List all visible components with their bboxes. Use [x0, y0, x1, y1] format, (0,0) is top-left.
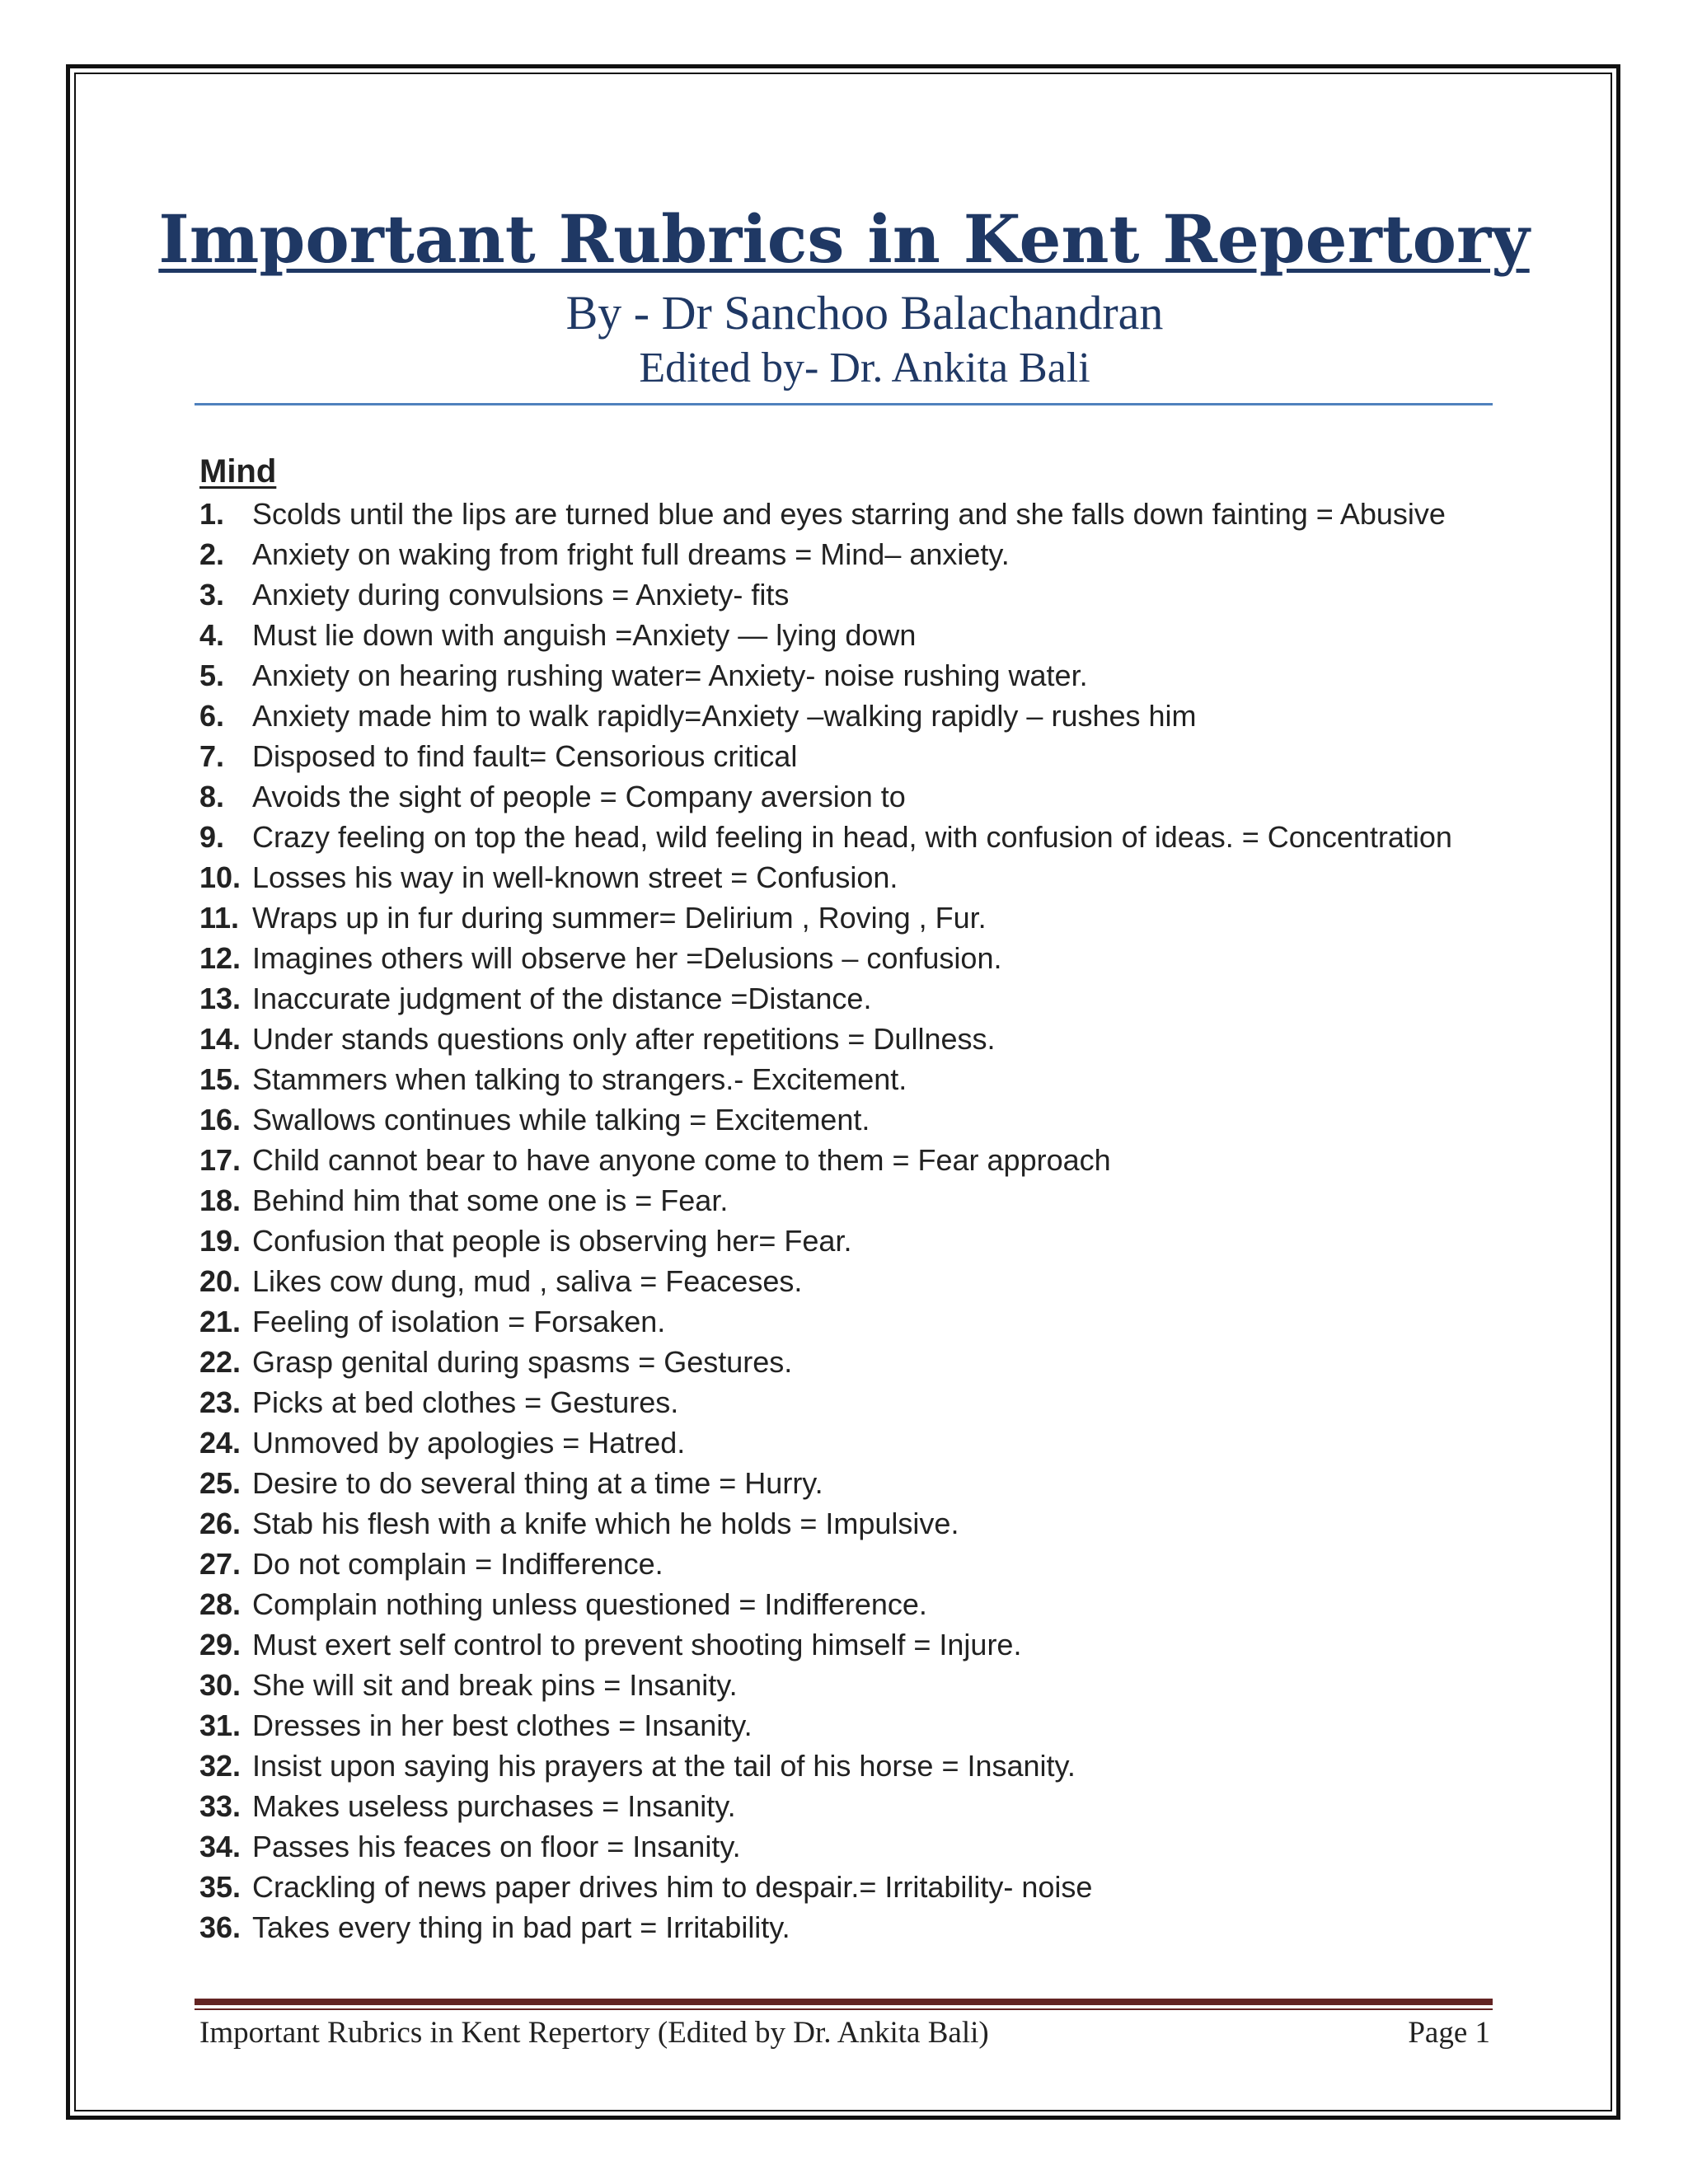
rubric-number: 10. [199, 860, 241, 894]
rubric-item [199, 1382, 1452, 1422]
rubric-item [199, 776, 1452, 817]
rubric-item [199, 1907, 1452, 1947]
rubric-item [199, 1503, 1452, 1544]
rubric-number: 14. [199, 1022, 241, 1056]
rubric-item [199, 1261, 1452, 1301]
rubric-text: Likes cow dung, mud , saliva = Feaceses. [252, 1264, 803, 1298]
rubric-text: Passes his feaces on floor = Insanity. [252, 1830, 741, 1863]
footer-title: Important Rubrics in Kent Repertory (Edited by Dr. Ankita Bali) [199, 2016, 989, 2050]
rubric-number: 30. [199, 1668, 241, 1702]
rubric-item [199, 1584, 1452, 1624]
rubric-item [199, 1665, 1452, 1705]
rubric-text: Under stands questions only after repetitions = Dullness. [252, 1022, 996, 1056]
rubric-number: 19. [199, 1224, 241, 1258]
rubric-item [199, 1786, 1452, 1826]
rubric-number: 15. [199, 1062, 241, 1096]
rubric-number: 9. [199, 820, 225, 854]
rubric-item [199, 1019, 1452, 1059]
rubric-text: Behind him that some one is = Fear. [252, 1183, 729, 1217]
rubric-text: Disposed to find fault= Censorious critical [252, 739, 798, 773]
rubric-number: 36. [199, 1910, 241, 1944]
rubric-number: 13. [199, 982, 241, 1015]
rubric-number: 1. [199, 497, 225, 531]
rubric-number: 8. [199, 780, 225, 813]
rubric-list [199, 494, 1452, 1947]
rubric-item [199, 1746, 1452, 1786]
rubric-text: Anxiety during convulsions = Anxiety- fits [252, 578, 790, 612]
rubric-item [199, 1059, 1452, 1099]
rubric-item [199, 1705, 1452, 1746]
rubric-text: Dresses in her best clothes = Insanity. [252, 1708, 753, 1742]
author-line: By - Dr Sanchoo Balachandran [565, 286, 1164, 340]
rubric-number: 16. [199, 1103, 241, 1137]
rubric-text: Unmoved by apologies = Hatred. [252, 1426, 686, 1460]
rubric-item [199, 615, 1452, 655]
rubric-item [199, 978, 1452, 1019]
rubric-item [199, 736, 1452, 776]
rubric-number: 21. [199, 1305, 241, 1338]
rubric-text: Insist upon saying his prayers at the tail of his horse = Insanity. [252, 1749, 1076, 1783]
rubric-item [199, 1463, 1452, 1503]
rubric-item [199, 1099, 1452, 1140]
header-divider [195, 403, 1493, 405]
rubric-item [199, 1544, 1452, 1584]
rubric-number: 2. [199, 537, 225, 571]
rubric-number: 26. [199, 1507, 241, 1540]
rubric-number: 4. [199, 618, 225, 652]
rubric-number: 23. [199, 1385, 241, 1419]
rubric-item [199, 1422, 1452, 1463]
document-title [0, 198, 1688, 280]
rubric-number: 32. [199, 1749, 241, 1783]
rubric-item [199, 898, 1452, 938]
rubric-text: Grasp genital during spasms = Gestures. [252, 1345, 793, 1379]
rubric-item [199, 1301, 1452, 1342]
rubric-text: Crazy feeling on top the head, wild feeling in head, with confusion of ideas. = Concentration [252, 820, 1452, 854]
rubric-text: Imagines others will observe her =Delusions – confusion. [252, 941, 1002, 975]
rubric-text: Must exert self control to prevent shooting himself = Injure. [252, 1628, 1022, 1661]
rubric-item [199, 1826, 1452, 1867]
rubric-item [199, 696, 1452, 736]
rubric-number: 6. [199, 699, 225, 733]
rubric-text: Makes useless purchases = Insanity. [252, 1789, 736, 1823]
rubric-text: Do not complain = Indifference. [252, 1547, 663, 1581]
rubric-text: Stab his flesh with a knife which he holds = Impulsive. [252, 1507, 959, 1540]
rubric-number: 17. [199, 1143, 241, 1177]
document-title-text: Important Rubrics in Kent Repertory [158, 200, 1530, 278]
rubric-number: 11. [199, 901, 240, 935]
rubric-number: 34. [199, 1830, 241, 1863]
rubric-text: Stammers when talking to strangers.- Excitement. [252, 1062, 907, 1096]
rubric-text: Losses his way in well-known street = Confusion. [252, 860, 898, 894]
rubric-item [199, 1140, 1452, 1180]
rubric-text: Complain nothing unless questioned = Indifference. [252, 1587, 927, 1621]
footer-divider-thick [195, 1999, 1493, 2005]
rubric-number: 12. [199, 941, 241, 975]
rubric-number: 33. [199, 1789, 241, 1823]
rubric-text: Avoids the sight of people = Company aversion to [252, 780, 906, 813]
rubric-number: 35. [199, 1870, 241, 1904]
rubric-text: Feeling of isolation = Forsaken. [252, 1305, 666, 1338]
editor-line: Edited by- Dr. Ankita Bali [639, 344, 1090, 391]
rubric-number: 7. [199, 739, 225, 773]
rubric-text: Anxiety made him to walk rapidly=Anxiety –walking rapidly – rushes him [252, 699, 1197, 733]
footer-divider-thin [195, 2008, 1493, 2010]
rubric-number: 24. [199, 1426, 241, 1460]
rubric-text: Anxiety on hearing rushing water= Anxiety- noise rushing water. [252, 658, 1088, 692]
rubric-item [199, 1221, 1452, 1261]
rubric-item [199, 857, 1452, 898]
rubric-item [199, 574, 1452, 615]
rubric-item [199, 1342, 1452, 1382]
rubric-number: 22. [199, 1345, 241, 1379]
rubric-text: Must lie down with anguish =Anxiety — lying down [252, 618, 917, 652]
rubric-item [199, 817, 1452, 857]
rubric-item [199, 1624, 1452, 1665]
rubric-text: Anxiety on waking from fright full dreams = Mind– anxiety. [252, 537, 1010, 571]
rubric-text: Desire to do several thing at a time = Hurry. [252, 1466, 823, 1500]
rubric-item [199, 1867, 1452, 1907]
rubric-number: 3. [199, 578, 225, 612]
page-number: Page 1 [1408, 2016, 1490, 2050]
rubric-text: Confusion that people is observing her= Fear. [252, 1224, 852, 1258]
rubric-number: 29. [199, 1628, 241, 1661]
rubric-text: Crackling of news paper drives him to despair.= Irritability- noise [252, 1870, 1093, 1904]
rubric-item [199, 494, 1452, 534]
rubric-number: 5. [199, 658, 225, 692]
rubric-number: 28. [199, 1587, 241, 1621]
rubric-text: Swallows continues while talking = Excitement. [252, 1103, 870, 1137]
rubric-item [199, 938, 1452, 978]
rubric-number: 18. [199, 1183, 241, 1217]
rubric-item [199, 534, 1452, 574]
rubric-text: Inaccurate judgment of the distance =Distance. [252, 982, 872, 1015]
rubric-text: Scolds until the lips are turned blue and eyes starring and she falls down fainting = Abusive [252, 497, 1446, 531]
rubric-text: Takes every thing in bad part = Irritability. [252, 1910, 790, 1944]
rubric-text: Picks at bed clothes = Gestures. [252, 1385, 679, 1419]
rubric-text: Child cannot bear to have anyone come to them = Fear approach [252, 1143, 1111, 1177]
rubric-text: Wraps up in fur during summer= Delirium , Roving , Fur. [252, 901, 987, 935]
rubric-number: 20. [199, 1264, 241, 1298]
rubric-number: 31. [199, 1708, 241, 1742]
rubric-number: 27. [199, 1547, 241, 1581]
rubric-item [199, 1180, 1452, 1221]
rubric-number: 25. [199, 1466, 241, 1500]
rubric-text: She will sit and break pins = Insanity. [252, 1668, 738, 1702]
section-heading: Mind [199, 453, 277, 490]
rubric-item [199, 655, 1452, 696]
